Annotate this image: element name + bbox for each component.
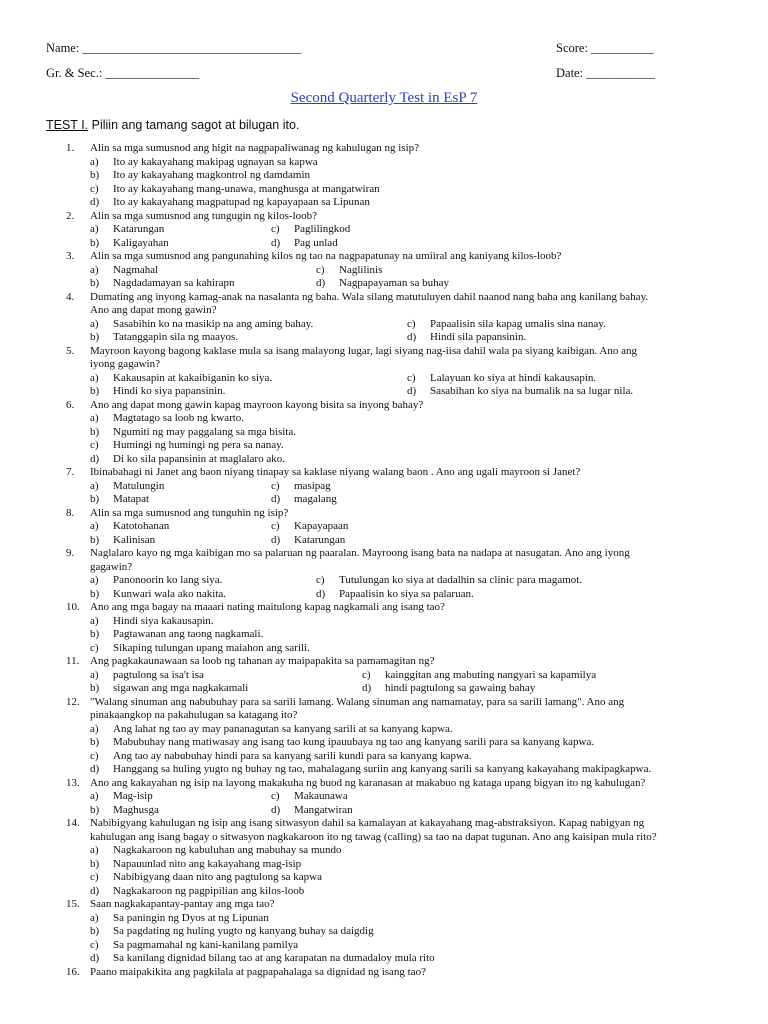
score-field: Score: __________ [556, 41, 654, 55]
choice-letter[interactable]: c) [407, 317, 416, 330]
question-item [0, 210, 768, 251]
choice-text[interactable]: Matapat [113, 493, 150, 505]
question-text: Alin sa mga sumusnod ang higit na nagpapaliwanag ng kahulugan ng isip? [90, 142, 420, 154]
choice-text[interactable]: Nagdadamayan sa kahirapn [113, 277, 235, 289]
answer-choice[interactable] [0, 628, 768, 642]
question-number: 15. [66, 898, 80, 910]
answer-choice[interactable] [0, 723, 768, 737]
question-number: 8. [66, 506, 75, 519]
question-text: Saan nagkakapantay-pantay ang mga tao? [90, 898, 275, 910]
test-heading [46, 118, 299, 132]
choice-text: Nabibigyang daan nito ang pagtulong sa kapwa [113, 871, 322, 883]
choice-text[interactable]: Pag unlad [294, 236, 338, 249]
test-label: TEST I. [46, 118, 89, 132]
answer-choice[interactable] [0, 885, 768, 899]
choice-text[interactable]: Hindi ko siya papansinin. [113, 385, 226, 397]
choice-letter[interactable]: a) [90, 520, 99, 532]
choice-letter[interactable]: b) [90, 682, 100, 694]
answer-choice[interactable] [0, 453, 768, 467]
choice-letter[interactable]: a) [90, 263, 99, 276]
question-number: 16. [66, 965, 80, 978]
choice-letter[interactable]: a) [90, 574, 99, 586]
choice-text[interactable]: Nagpapayaman sa buhay [339, 277, 449, 289]
question-item [0, 291, 768, 345]
question-item [0, 345, 768, 399]
answer-row [0, 588, 768, 602]
choice-text: Sikaping tulungan upang maiahon ang sarili. [113, 641, 310, 654]
choice-text: Mabubuhay nang matiwasay ang isang tao kung ipauubaya ng tao ang kanyang sarili para sa kanyang kapwa. [113, 736, 595, 748]
choice-letter[interactable]: a) [90, 223, 99, 235]
choice-letter[interactable]: c) [271, 223, 280, 235]
choice-letter[interactable]: d) [271, 493, 281, 505]
answer-row [0, 682, 768, 696]
choice-text[interactable]: masipag [294, 479, 331, 492]
choice-text: Sa kanilang dignidad bilang tao at ang karapatan na dumadaloy mula rito [113, 952, 435, 964]
answer-choice[interactable] [0, 196, 768, 210]
choice-letter[interactable]: b) [90, 803, 100, 816]
choice-letter: d) [90, 952, 100, 964]
answer-choice[interactable] [0, 912, 768, 926]
choice-letter: b) [90, 628, 100, 640]
question-number: 1. [66, 142, 75, 154]
choice-text[interactable]: Katarungan [113, 223, 165, 235]
question-item [0, 399, 768, 467]
choice-text[interactable]: Mag-isip [113, 790, 153, 802]
answer-choice[interactable] [0, 156, 768, 170]
choice-letter: c) [90, 871, 99, 883]
choice-letter[interactable]: d) [271, 236, 281, 249]
question-item [0, 466, 768, 507]
question-number: 6. [66, 398, 75, 411]
answer-choice[interactable] [0, 642, 768, 656]
answer-choice[interactable] [0, 952, 768, 966]
question-text: Alin sa mga sumusnod ang tungugin ng kilos-loob? [90, 209, 318, 222]
answer-row [0, 804, 768, 818]
choice-letter[interactable]: c) [316, 263, 325, 276]
choice-text[interactable]: Kalinisan [113, 533, 156, 546]
answer-row [0, 318, 768, 332]
choice-text: Ngumiti ng may paggalang sa mga bisita. [113, 425, 296, 438]
choice-text[interactable]: Papaalisin sila kapag umalis sina nanay. [430, 317, 606, 330]
answer-choice[interactable] [0, 750, 768, 764]
question-item [0, 777, 768, 818]
choice-text: Ang tao ay nabubuhay hindi para sa kanyang sarili kundi para sa kanyang kapwa. [113, 749, 472, 762]
answer-row [0, 520, 768, 534]
answer-row [0, 385, 768, 399]
question-number: 11. [66, 655, 80, 667]
question-text: pinakaangkop na pakahulugan sa katagang ito? [90, 709, 298, 721]
choice-text[interactable]: Papaalisin ko siya sa palaruan. [339, 587, 474, 600]
answer-choice[interactable] [0, 871, 768, 885]
choice-text: Nagkakaroon ng pagpipilian ang kilos-loob [113, 884, 305, 897]
choice-text[interactable]: Mangatwiran [294, 803, 353, 816]
question-text: Alin sa mga sumusnod ang pangunahing kilos ng tao na nagpapatunay na umiiral ang kaniyang kilos-loob? [90, 250, 562, 262]
choice-text: Pagtawanan ang taong nagkamali. [113, 628, 264, 640]
choice-text: Hindi siya kakausapin. [113, 614, 214, 627]
choice-letter[interactable]: d) [316, 587, 326, 600]
page-title: Second Quarterly Test in EsP 7 [290, 90, 478, 106]
question-text: Alin sa mga sumusnod ang tunguhin ng isip? [90, 506, 289, 519]
answer-choice[interactable] [0, 858, 768, 872]
choice-letter: c) [90, 641, 99, 654]
answer-row [0, 534, 768, 548]
question-text: iyong gagawin? [90, 358, 160, 370]
answer-choice[interactable] [0, 426, 768, 440]
choice-letter: a) [90, 844, 99, 856]
choice-text[interactable]: Naglilinis [339, 263, 383, 276]
choice-letter[interactable]: c) [407, 371, 416, 384]
choice-letter: d) [90, 452, 100, 465]
choice-text[interactable]: Nagmahal [113, 263, 159, 276]
question-item [0, 250, 768, 291]
question-text: Ang pagkakaunawaan sa loob ng tahanan ay maipapakita sa pamamagitan ng? [90, 655, 435, 667]
question-text: Naglalaro kayo ng mga kaibigan mo sa palaruan ng paaralan. Mayroong isang bata na nadapa at nasugatan. Ano ang iyong [90, 547, 630, 559]
question-number: 10. [66, 601, 80, 613]
choice-letter[interactable]: a) [90, 317, 99, 330]
choice-letter: c) [90, 938, 99, 951]
choice-text[interactable]: Tutulungan ko siya at dadalhin sa clinic para magamot. [339, 574, 583, 586]
answer-row [0, 277, 768, 291]
question-text: Ibinabahagi ni Janet ang baon niyang tinapay sa kaklase niyang walang baon . Ano ang ugali mayroon si Janet? [90, 466, 581, 478]
choice-letter[interactable]: c) [271, 479, 280, 492]
choice-text: Ang lahat ng tao ay may pananagutan sa kanyang sarili at sa kanyang kapwa. [113, 722, 453, 735]
question-item [0, 601, 768, 655]
choice-letter: b) [90, 425, 100, 438]
choice-letter: a) [90, 155, 99, 168]
choice-letter: b) [90, 169, 100, 181]
answer-row [0, 223, 768, 237]
question-number: 9. [66, 547, 75, 559]
choice-letter: a) [90, 722, 99, 735]
answer-choice[interactable] [0, 925, 768, 939]
question-item [0, 142, 768, 210]
choice-text[interactable]: hindi pagtulong sa gawaing bahay [385, 682, 536, 694]
answer-row [0, 237, 768, 251]
answer-row [0, 480, 768, 494]
question-number: 12. [66, 695, 80, 708]
choice-text[interactable]: pagtulong sa isa't isa [113, 668, 204, 681]
answer-row [0, 493, 768, 507]
choice-text: Magtatago sa loob ng kwarto. [113, 412, 245, 424]
question-text: kahulugan ang isang bagay o sitwasyon nagkakaroon ito ng tawag (calling) sa tao na dapat tugunan. Ano ang kaisipan mula rito? [90, 830, 657, 843]
question-text: Nabibigyang kahulugan ng isip ang isang sitwasyon dahil sa kamalayan at kakayahang mag-abstraksiyon. Kapag nabigyan ng [90, 817, 645, 829]
grade-section-field: Gr. & Sec.: _______________ [46, 66, 200, 80]
choice-text: Sa pagdating ng huling yugto ng kanyang buhay sa daigdig [113, 925, 374, 937]
answer-choice[interactable] [0, 169, 768, 183]
choice-text[interactable]: Kunwari wala ako nakita. [113, 587, 227, 600]
choice-letter[interactable]: c) [316, 574, 325, 586]
question-text: Dumating ang inyong kamag-anak na nasalanta ng baha. Wala silang matutuluyen dahil naanod nang baha ang kanilang bahay. [90, 290, 649, 303]
choice-text[interactable]: Katarungan [294, 533, 346, 546]
choice-text[interactable]: Katotohanan [113, 520, 170, 532]
choice-letter[interactable]: a) [90, 479, 99, 492]
choice-letter[interactable]: b) [90, 277, 100, 289]
choice-letter: a) [90, 614, 99, 627]
choice-letter: b) [90, 736, 100, 748]
choice-text[interactable]: Panonoorin ko lang siya. [113, 574, 223, 586]
choice-text: Hanggang sa huling yugto ng buhay ng tao, mahalagang suriin ang kanyang sarili sa kanyang kakayahang makipagkapwa. [113, 763, 652, 775]
question-item [0, 696, 768, 777]
question-item [0, 966, 768, 980]
answer-choice[interactable] [0, 615, 768, 629]
choice-text[interactable]: Makaunawa [294, 790, 348, 802]
choice-text[interactable]: magalang [294, 493, 337, 505]
date-field: Date: ___________ [556, 66, 655, 80]
choice-letter[interactable]: d) [407, 385, 417, 397]
choice-text[interactable]: Kaligayahan [113, 236, 169, 249]
answer-choice[interactable] [0, 736, 768, 750]
question-number: 3. [66, 250, 75, 262]
choice-text[interactable]: Kapayapaan [294, 520, 349, 532]
answer-choice[interactable] [0, 412, 768, 426]
choice-letter[interactable]: b) [90, 236, 100, 249]
choice-letter: b) [90, 925, 100, 937]
question-text: Ano ang mga bagay na maaari nating maitulong kapag nagkamali ang isang tao? [90, 601, 445, 613]
choice-letter: b) [90, 857, 100, 870]
choice-letter[interactable]: b) [90, 493, 100, 505]
question-text: Ano ang dapat mong gawin kapag mayroon kayong bisita sa inyong bahay? [90, 398, 424, 411]
answer-choice[interactable] [0, 844, 768, 858]
question-number: 14. [66, 817, 80, 829]
answer-row [0, 790, 768, 804]
answer-choice[interactable] [0, 183, 768, 197]
question-text: Ano ang dapat mong gawin? [90, 304, 217, 316]
question-text: gagawin? [90, 560, 133, 573]
choice-letter: d) [90, 196, 100, 208]
choice-text: Napauunlad nito ang kakayahang mag-isip [113, 857, 302, 870]
choice-text[interactable]: Maghusga [113, 803, 159, 816]
answer-choice[interactable] [0, 439, 768, 453]
question-number: 13. [66, 776, 80, 789]
question-number: 5. [66, 344, 75, 357]
answer-row [0, 331, 768, 345]
answer-choice[interactable] [0, 763, 768, 777]
choice-letter[interactable]: a) [90, 790, 99, 802]
answer-row [0, 372, 768, 386]
choice-letter[interactable]: d) [316, 277, 326, 289]
choice-letter[interactable]: c) [271, 790, 280, 802]
question-text: Ano ang kakayahan ng isip na layong makakuha ng buod ng karanasan at makabuo ng kataga upang bigyan ito ng kahulugan? [90, 776, 646, 789]
choice-text[interactable]: Lalayuan ko siya at hindi kakausapin. [430, 371, 597, 384]
choice-letter[interactable]: d) [362, 682, 372, 694]
choice-letter: d) [90, 884, 100, 897]
answer-choice[interactable] [0, 939, 768, 953]
choice-letter: c) [90, 749, 99, 762]
choice-letter[interactable]: d) [271, 803, 281, 816]
question-list [0, 142, 768, 979]
choice-text[interactable]: kainggitan ang mabuting nangyari sa kapamilya [385, 668, 597, 681]
choice-letter: d) [90, 763, 100, 775]
choice-text[interactable]: Sasabihan ko siya na bumalik na sa lugar nila. [430, 385, 634, 397]
name-field: Name: ___________________________________ [46, 41, 302, 55]
choice-letter[interactable]: a) [90, 371, 99, 384]
question-item [0, 898, 768, 966]
choice-text: Humingi ng humingi ng pera sa nanay. [113, 439, 284, 451]
choice-letter: a) [90, 911, 99, 924]
choice-letter: c) [90, 182, 99, 195]
choice-text[interactable]: Matulungin [113, 479, 165, 492]
choice-text[interactable]: Kakausapin at kakaibiganin ko siya. [113, 371, 273, 384]
answer-row [0, 264, 768, 278]
choice-text: Ito ay kakayahang magpatupad ng kapayapaan sa Lipunan [113, 196, 370, 208]
choice-text[interactable]: Paglilingkod [294, 223, 351, 235]
choice-text: Ito ay kakayahang makipag ugnayan sa kapwa [113, 155, 318, 168]
choice-letter: c) [90, 439, 99, 451]
choice-text[interactable]: Sasabihin ko na masikip na ang aming bahay. [113, 317, 314, 330]
question-number: 4. [66, 290, 75, 303]
choice-text: Di ko sila papansinin at maglalaro ako. [113, 452, 285, 465]
choice-text[interactable]: sigawan ang mga nagkakamali [113, 682, 249, 694]
choice-text: Ito ay kakayahang mang-unawa, manghusga at mangatwiran [113, 182, 380, 195]
question-text: "Walang sinuman ang nabubuhay para sa sarili lamang. Walang sinuman ang namamatay, para sa sarili lamang". Ano ang [90, 695, 625, 708]
choice-text[interactable]: Hindi sila papansinin. [430, 331, 527, 343]
question-text: Mayroon kayong bagong kaklase mula sa isang malayong lugar, lagi siyang nag-iisa dahil wala pa siyang kaibigan. Ano ang [90, 344, 637, 357]
question-item [0, 817, 768, 898]
choice-letter[interactable]: c) [362, 668, 371, 681]
choice-letter: a) [90, 412, 99, 424]
choice-text: Sa pagmamahal ng kani-kanilang pamilya [113, 938, 299, 951]
answer-row [0, 574, 768, 588]
choice-text: Nagkakaroon ng kabuluhan ang mabuhay sa mundo [113, 844, 342, 856]
choice-letter[interactable]: d) [407, 331, 417, 343]
test-instruction: Piliin ang tamang sagot at bilugan ito. [91, 118, 300, 132]
answer-row [0, 669, 768, 683]
choice-letter[interactable]: c) [271, 520, 280, 532]
choice-letter[interactable]: b) [90, 587, 100, 600]
choice-letter[interactable]: b) [90, 533, 100, 546]
choice-text: Sa paningin ng Dyos at ng Lipunan [113, 911, 269, 924]
choice-letter[interactable]: b) [90, 385, 100, 397]
question-item [0, 655, 768, 696]
choice-text[interactable]: Tatanggapin sila ng maayos. [113, 331, 239, 343]
question-item [0, 507, 768, 548]
question-item [0, 547, 768, 601]
choice-text: Ito ay kakayahang magkontrol ng damdamin [113, 169, 311, 181]
question-text: Paano maipakikita ang pagkilala at pagpapahalaga sa dignidad ng isang tao? [90, 965, 426, 978]
choice-letter[interactable]: b) [90, 331, 100, 343]
choice-letter[interactable]: a) [90, 668, 99, 681]
choice-letter[interactable]: d) [271, 533, 281, 546]
question-number: 7. [66, 466, 75, 478]
question-number: 2. [66, 209, 75, 222]
